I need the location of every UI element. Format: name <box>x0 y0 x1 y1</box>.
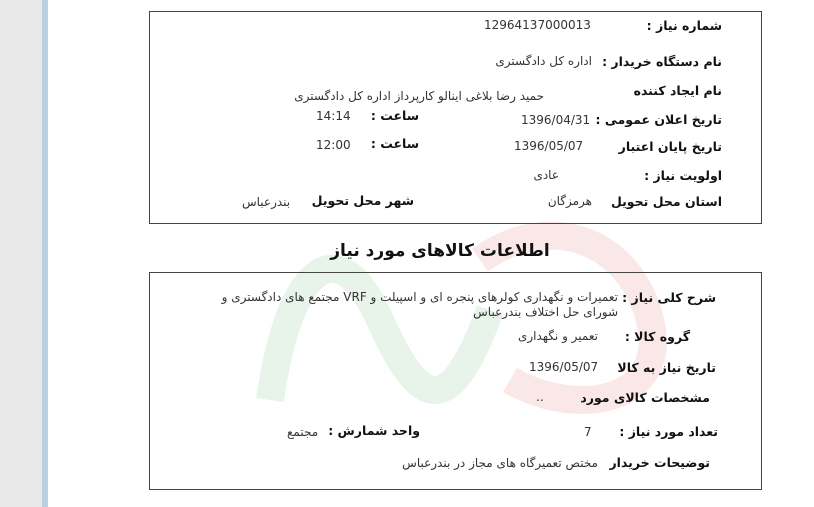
expiry-time-label: ساعت : <box>370 136 419 151</box>
priority: عادی <box>533 168 559 182</box>
left-accent-line <box>42 0 48 507</box>
description-label: شرح کلی نیاز : <box>622 290 716 305</box>
expiry-date: 1396/05/07 <box>514 139 584 153</box>
buyer-org: اداره کل دادگستری <box>495 54 592 68</box>
need-date-label: تاریخ نیاز به کالا <box>617 360 716 375</box>
priority-label: اولویت نیاز : <box>644 168 722 183</box>
left-gutter <box>0 0 42 507</box>
announce-time-label: ساعت : <box>370 108 419 123</box>
unit: مجتمع <box>287 425 319 439</box>
province-label: استان محل تحویل <box>610 194 722 209</box>
buyer-notes: مختص تعمیرگاه های مجاز در بندرعباس <box>402 456 598 470</box>
city: بندرعباس <box>242 195 291 209</box>
city-label: شهر محل تحویل <box>311 193 414 208</box>
expiry-time: 12:00 <box>316 138 351 152</box>
section-title: اطلاعات کالاهای مورد نیاز <box>330 241 550 261</box>
need-number: 12964137000013 <box>484 18 591 32</box>
buyer-org-label: نام دستگاه خریدار : <box>602 54 722 69</box>
description: تعمیرات و نگهداری کولرهای پنجره ای و اسپیلت و VRF مجتمع های دادگستری و شورای حل اختلاف بندرعباس <box>221 290 618 319</box>
province: هرمزگان <box>547 194 592 208</box>
quantity: 7 <box>584 425 592 439</box>
specs: .. <box>536 390 544 404</box>
unit-label: واحد شمارش : <box>328 423 420 438</box>
need-number-label: شماره نیاز : <box>646 18 722 33</box>
need-date: 1396/05/07 <box>529 360 599 374</box>
specs-label: مشخصات کالای مورد <box>580 390 710 405</box>
creator-label: نام ایجاد کننده <box>633 83 722 98</box>
announce-date-label: تاریخ اعلان عمومی : <box>595 112 722 127</box>
buyer-notes-label: توضیحات خریدار <box>609 455 710 470</box>
group-label: گروه کالا : <box>624 329 690 344</box>
expiry-date-label: تاریخ پایان اعتبار <box>618 139 722 154</box>
announce-time: 14:14 <box>316 109 351 123</box>
creator: حمید رضا بلاغی اینالو کارپرداز اداره کل دادگستری <box>294 89 544 103</box>
announce-date: 1396/04/31 <box>521 113 591 127</box>
quantity-label: تعداد مورد نیاز : <box>619 424 718 439</box>
group: تعمیر و نگهداری <box>517 329 598 343</box>
